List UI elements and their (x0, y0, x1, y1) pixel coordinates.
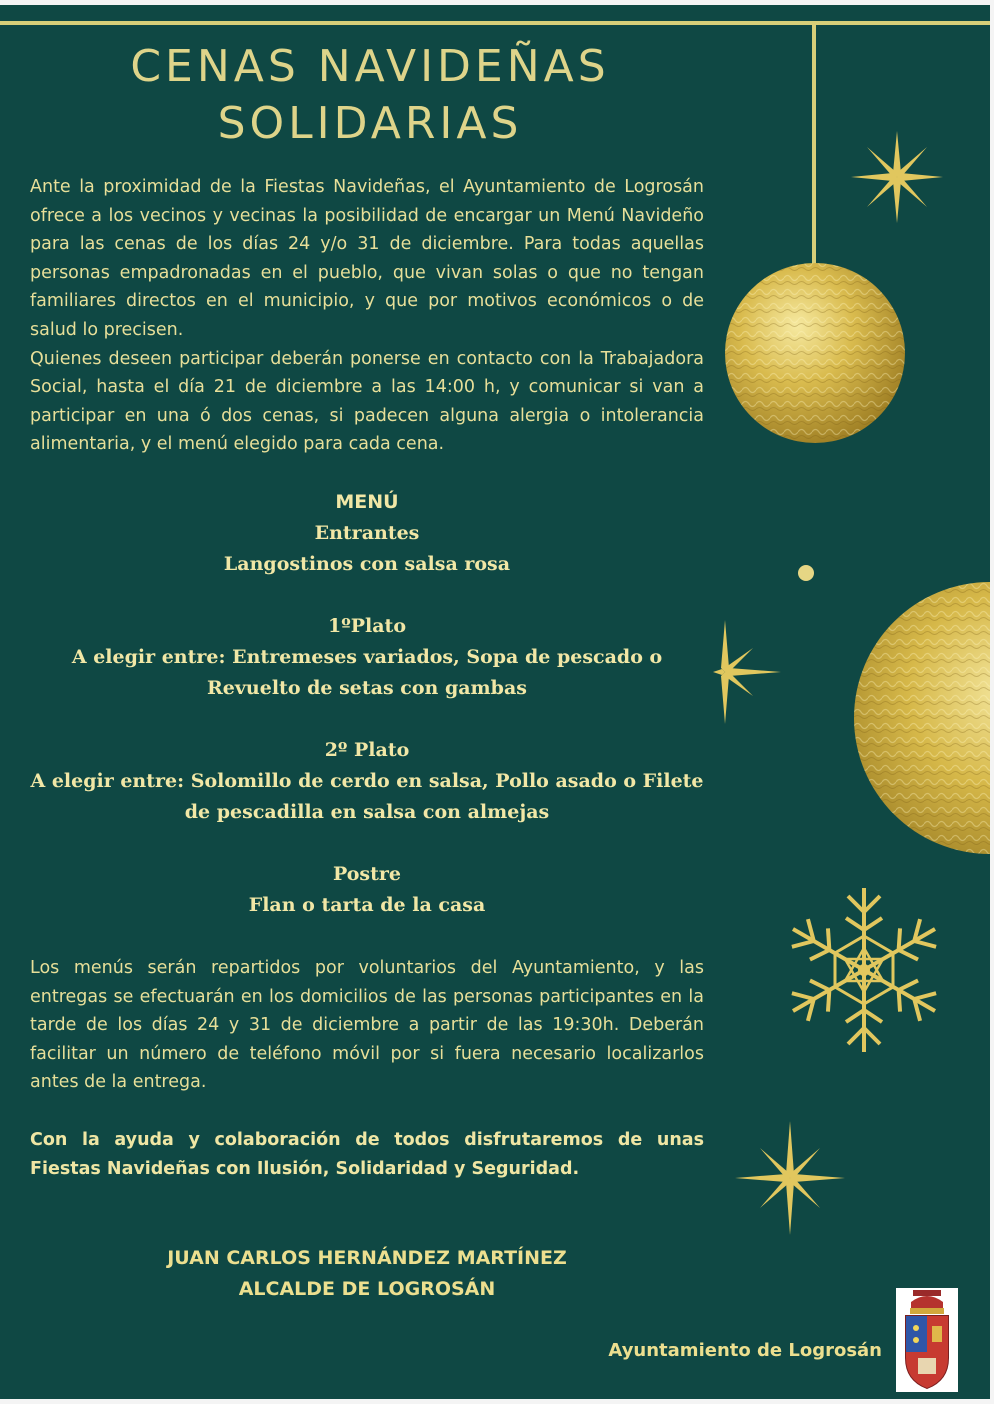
star-icon (851, 131, 943, 223)
menu-postre (30, 859, 704, 921)
plato1-label: 1ºPlato (328, 615, 406, 637)
entrantes-label: Entrantes (314, 522, 420, 544)
poster (0, 5, 990, 1399)
menu-heading: MENÚ (335, 491, 399, 513)
entrantes-text: Langostinos con salsa rosa (223, 553, 511, 575)
star-icon (735, 1121, 845, 1235)
plato2-line2: de pescadilla en salsa con almejas (184, 801, 550, 823)
ornament-ball-icon (854, 582, 990, 854)
intro-paragraph-1: Ante la proximidad de la Fiestas Navideñas, el Ayuntamiento de Logrosán ofrece a los vecinos y vecinas la posibilidad de encargar un Menú Navideño para las cenas de los días 24 y/o 31 de diciembre. Para todas aquellas personas empadronadas en el pueblo, que vivan solas o que no tengan familiares directos en el municipio, y que por motivos económicos o de salud lo precisen. (30, 177, 704, 340)
footer-label: Ayuntamiento de Logrosán (608, 1340, 882, 1361)
snowflake-icon (784, 888, 944, 1052)
menu-plato2 (30, 735, 704, 828)
signature-role: ALCALDE DE LOGROSÁN (238, 1278, 496, 1300)
closing-text: Con la ayuda y colaboración de todos disfrutaremos de unas Fiestas Navideñas con Ilusión, Solidaridad y Seguridad. (30, 1130, 704, 1179)
top-rail (0, 21, 990, 25)
small-dot (798, 565, 814, 581)
ornament-ball-icon (725, 263, 905, 443)
postre-text: Flan o tarta de la casa (248, 894, 486, 916)
plato1-line2: Revuelto de setas con gambas (207, 677, 527, 699)
page-title-line2: SOLIDARIAS (217, 98, 523, 149)
signature (30, 1243, 704, 1305)
postre-label: Postre (332, 863, 402, 885)
signature-name: JUAN CARLOS HERNÁNDEZ MARTÍNEZ (167, 1247, 567, 1269)
menu-plato1 (30, 611, 704, 704)
plato2-line1: A elegir entre: Solomillo de cerdo en salsa, Pollo asado o Filete (30, 770, 704, 792)
menu-section (30, 487, 704, 580)
intro-paragraph-2: Quienes deseen participar deberán ponerse en contacto con la Trabajadora Social, hasta el día 21 de diciembre a las 14:00 h, y comunicar si van a participar en una ó dos cenas, si padecen alguna alergia o intolerancia alimentaria, y el menú elegido para cada cena. (30, 348, 704, 455)
plato2-label: 2º Plato (324, 739, 410, 761)
star-icon (713, 620, 781, 724)
municipal-crest-icon (896, 1288, 958, 1392)
intro-text (30, 173, 704, 459)
plato1-line1: A elegir entre: Entremeses variados, Sopa de pescado o (71, 646, 663, 668)
delivery-text: Los menús serán repartidos por voluntarios del Ayuntamiento, y las entregas se efectuarán en los domicilios de las personas participantes en la tarde de los días 24 y 31 de diciembre a partir de las 19:30h. Deberán facilitar un número de teléfono móvil por si fuera necesario localizarlos antes de la entrega. (30, 958, 704, 1093)
page-title-line1: CENAS NAVIDEÑAS (130, 41, 610, 92)
